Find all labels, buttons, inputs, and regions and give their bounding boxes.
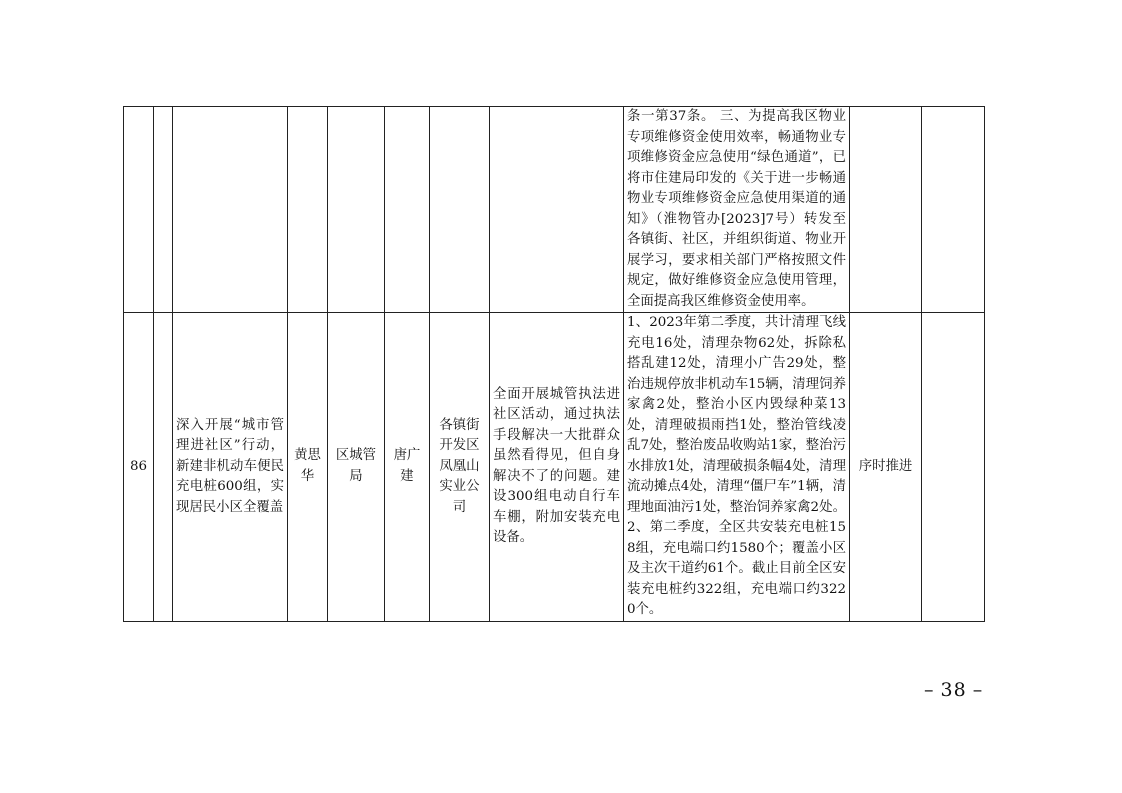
task-cell: 深入开展“城市管理进社区”行动，新建非机动车便民充电桩600组，实现居民小区全覆盖: [173, 313, 288, 622]
lead-unit-cell: [328, 107, 385, 313]
task-cell: [173, 107, 288, 313]
progress-cell: 1、2023年第二季度，共计清理飞线充电16处，清理杂物62处，拆除私搭乱建12处，清理小广告29处，整治违规停放非机动车15辆，清理饲养家禽2处，整治小区内毁绿种菜13处，清理破损雨挡1处，整治管线凌乱7处，整治废品收购站1家，整治污水排放1处，清理破损条幅4处，清理流动摊点4处，清理“僵尸车”1辆，清理地面油污1处，整治饲养家禽2处。2、第二季度，全区共安装充电桩158组，充电端口约1580个；覆盖小区及主次干道约61个。截止目前全区安装充电桩约322组，充电端口约3220个。: [624, 313, 850, 622]
table-row: [124, 107, 985, 313]
work-progress-table: [123, 106, 985, 622]
leader-cell: [288, 107, 328, 313]
remark-cell: [922, 313, 985, 622]
page-number: – 38 –: [924, 679, 984, 701]
status-cell: 序时推进: [850, 313, 922, 622]
remark-cell: [922, 107, 985, 313]
row-number-cell: 86: [124, 313, 154, 622]
status-cell: [850, 107, 922, 313]
cooperating-unit-cell: 各镇街开发区凤凰山实业公司: [430, 313, 490, 622]
measures-cell: 全面开展城管执法进社区活动，通过执法手段解决一大批群众虽然看得见，但自身解决不了的问题。建设300组电动自行车车棚，附加安装充电设备。: [490, 313, 624, 622]
table-row: [124, 313, 985, 622]
leader-cell: 黄思华: [288, 313, 328, 622]
cooperating-unit-cell: [430, 107, 490, 313]
page-number-value: 38: [940, 679, 967, 701]
responsible-person-cell: 唐广建: [385, 313, 430, 622]
progress-cell: 条一第37条。 三、为提高我区物业专项维修资金使用效率，畅通物业专项维修资金应急使用“绿色通道”，已将市住建局印发的《关于进一步畅通物业专项维修资金应急使用渠道的通知》（淮物管办[2023]7号）转发至各镇街、社区，并组织街道、物业开展学习，要求相关部门严格按照文件规定，做好维修资金应急使用管理，全面提高我区维修资金使用率。: [624, 107, 850, 313]
spacer-cell: [154, 107, 173, 313]
lead-unit-cell: 区城管局: [328, 313, 385, 622]
responsible-person-cell: [385, 107, 430, 313]
spacer-cell: [154, 313, 173, 622]
measures-cell: [490, 107, 624, 313]
row-number-cell: [124, 107, 154, 313]
